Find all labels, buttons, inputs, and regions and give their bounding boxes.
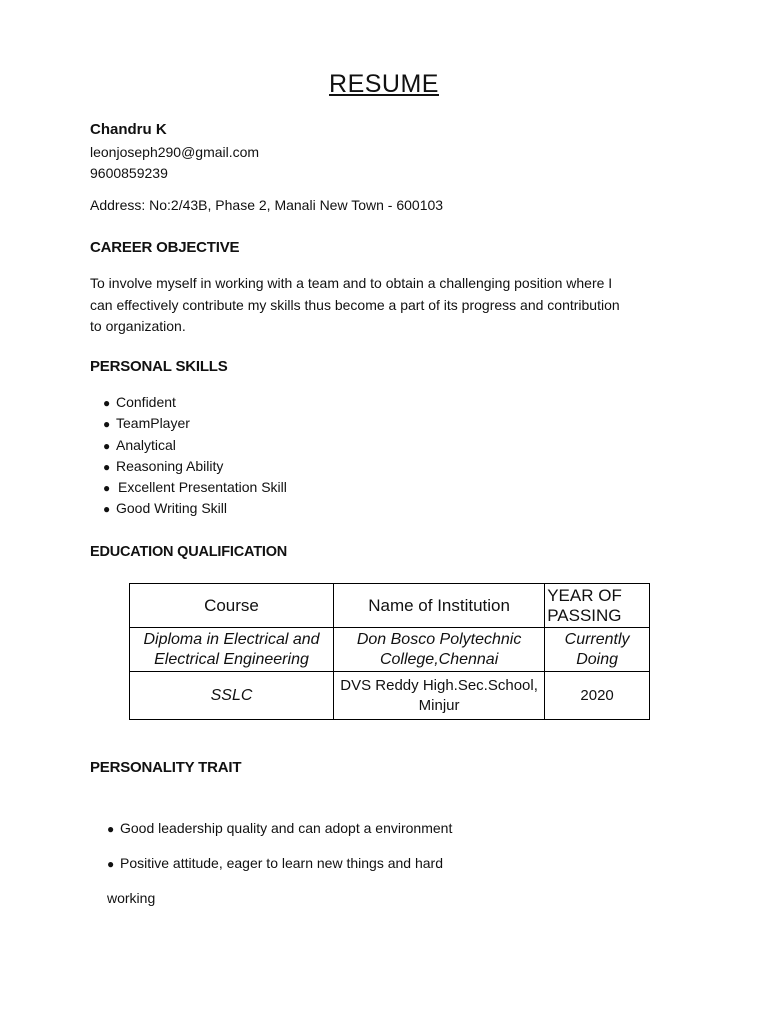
address-text: Address: No:2/43B, Phase 2, Manali New Town - 600103 bbox=[90, 197, 444, 213]
table-cell-year: Currently Doing bbox=[545, 628, 650, 672]
column-header-year: YEAR OF PASSING bbox=[545, 584, 650, 628]
resume-title: RESUME bbox=[329, 70, 439, 98]
bullet-icon: ● bbox=[107, 822, 115, 836]
table-cell-course: Diploma in Electrical and Electrical Engineering bbox=[130, 628, 334, 672]
career-objective-text bbox=[90, 273, 690, 338]
bullet-icon: ● bbox=[103, 396, 111, 410]
list-item: ● Analytical bbox=[103, 435, 287, 456]
phone-text: 9600859239 bbox=[90, 165, 168, 181]
list-item: ● Excellent Presentation Skill bbox=[103, 477, 287, 498]
table-header-row bbox=[130, 584, 650, 628]
trait-item: ● Good leadership quality and can adopt a environment bbox=[107, 820, 453, 836]
personality-trait-heading: PERSONALITY TRAIT bbox=[90, 759, 242, 776]
bullet-icon: ● bbox=[107, 857, 115, 871]
list-item: ● Confident bbox=[103, 392, 287, 413]
trait-item: ● Positive attitude, eager to learn new things and hard bbox=[107, 855, 443, 871]
table-row bbox=[130, 628, 650, 672]
career-objective-line: to organization. bbox=[90, 318, 186, 334]
table-cell-institution: Don Bosco Polytechnic College,Chennai bbox=[333, 628, 544, 672]
bullet-icon: ● bbox=[103, 481, 111, 496]
skills-list bbox=[103, 392, 287, 520]
personal-skills-heading: PERSONAL SKILLS bbox=[90, 358, 228, 375]
column-header-course: Course bbox=[130, 584, 334, 628]
trait-item-continuation: working bbox=[107, 890, 156, 906]
email-text: leonjoseph290@gmail.com bbox=[90, 144, 260, 160]
bullet-icon: ● bbox=[103, 438, 111, 453]
column-header-institution: Name of Institution bbox=[333, 584, 544, 628]
education-table bbox=[129, 583, 650, 720]
table-cell-course: SSLC bbox=[130, 672, 334, 720]
bullet-icon: ● bbox=[103, 459, 111, 474]
bullet-icon: ● bbox=[103, 502, 111, 517]
list-item: ● TeamPlayer bbox=[103, 413, 287, 434]
career-objective-heading: CAREER OBJECTIVE bbox=[90, 239, 240, 256]
table-cell-institution: DVS Reddy High.Sec.School, Minjur bbox=[333, 672, 544, 720]
career-objective-line: can effectively contribute my skills thus become a part of its progress and contribution bbox=[90, 296, 620, 313]
list-item: ● Reasoning Ability bbox=[103, 456, 287, 477]
table-cell-year: 2020 bbox=[545, 672, 650, 720]
list-item: ● Good Writing Skill bbox=[103, 498, 287, 519]
table-row bbox=[130, 672, 650, 720]
applicant-name: Chandru K bbox=[90, 121, 167, 138]
education-heading: EDUCATION QUALIFICATION bbox=[90, 544, 288, 560]
career-objective-line: To involve myself in working with a team and to obtain a challenging position where I bbox=[90, 275, 613, 291]
bullet-icon: ● bbox=[103, 417, 111, 432]
